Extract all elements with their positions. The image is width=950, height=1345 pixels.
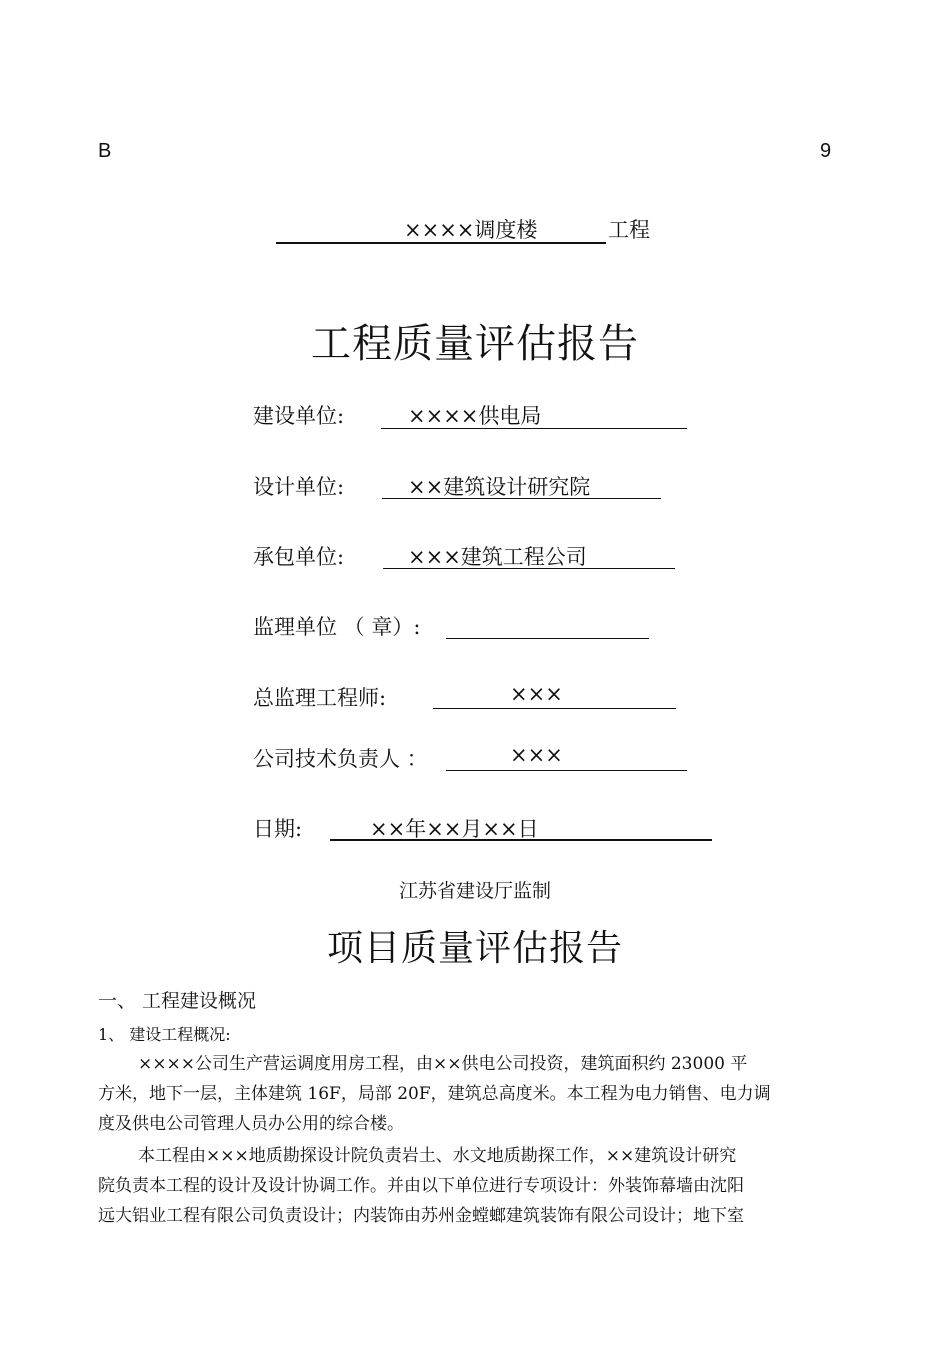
field-value-technical-lead: ××× (510, 743, 563, 767)
field-label-contractor-unit: 承包单位: (253, 545, 345, 569)
field-label-chief-engineer: 总监理工程师: (253, 686, 387, 710)
field-value-construction-unit: ××××供电局 (408, 404, 542, 428)
project-name: ××××调度楼 (404, 218, 538, 242)
field-value-contractor-unit: ×××建筑工程公司 (408, 545, 587, 569)
paragraph-line: ××××公司生产营运调度用房工程，由××供电公司投资，建筑面积约 23000 平 (138, 1054, 748, 1074)
field-label-construction-unit: 建设单位: (253, 404, 345, 428)
paragraph-line: 度及供电公司管理人员办公用的综合楼。 (98, 1114, 404, 1134)
field-value-design-unit: ××建筑设计研究院 (408, 475, 591, 499)
corner-mark-right: 9 (820, 140, 832, 162)
supervision-note: 江苏省建设厅监制 (398, 880, 551, 902)
field-value-date: ××年××月××日 (370, 817, 539, 841)
field-label-supervision-unit: 监理单位 （ 章）: (253, 615, 421, 639)
paragraph-line: 远大铝业工程有限公司负责设计；内装饰由苏州金螳螂建筑装饰有限公司设计；地下室 (98, 1206, 744, 1226)
field-value-chief-engineer: ××× (510, 682, 563, 706)
paragraph-line: 院负责本工程的设计及设计协调工作。并由以下单位进行专项设计：外装饰幕墙由沈阳 (98, 1176, 744, 1196)
subsection-heading: 1、 建设工程概况: (98, 1025, 231, 1044)
field-label-technical-lead: 公司技术负责人 ： (253, 747, 428, 771)
section-heading: 一、 工程建设概况 (98, 990, 257, 1012)
field-underline-technical-lead (446, 744, 687, 771)
project-suffix: 工程 (608, 218, 650, 242)
field-underline-supervision-unit (446, 612, 649, 639)
report-title: 项目质量评估报告 (326, 928, 623, 969)
paragraph-line: 方米，地下一层，主体建筑 16F，局部 20F，建筑总高度米。本工程为电力销售、电力调 (98, 1084, 771, 1104)
field-label-design-unit: 设计单位: (253, 475, 345, 499)
corner-mark-left: B (98, 140, 112, 162)
field-label-date: 日期: (253, 817, 303, 841)
paragraph-line: 本工程由×××地质勘探设计院负责岩土、水文地质勘探工作，××建筑设计研究 (138, 1146, 737, 1166)
cover-title: 工程质量评估报告 (311, 321, 639, 367)
